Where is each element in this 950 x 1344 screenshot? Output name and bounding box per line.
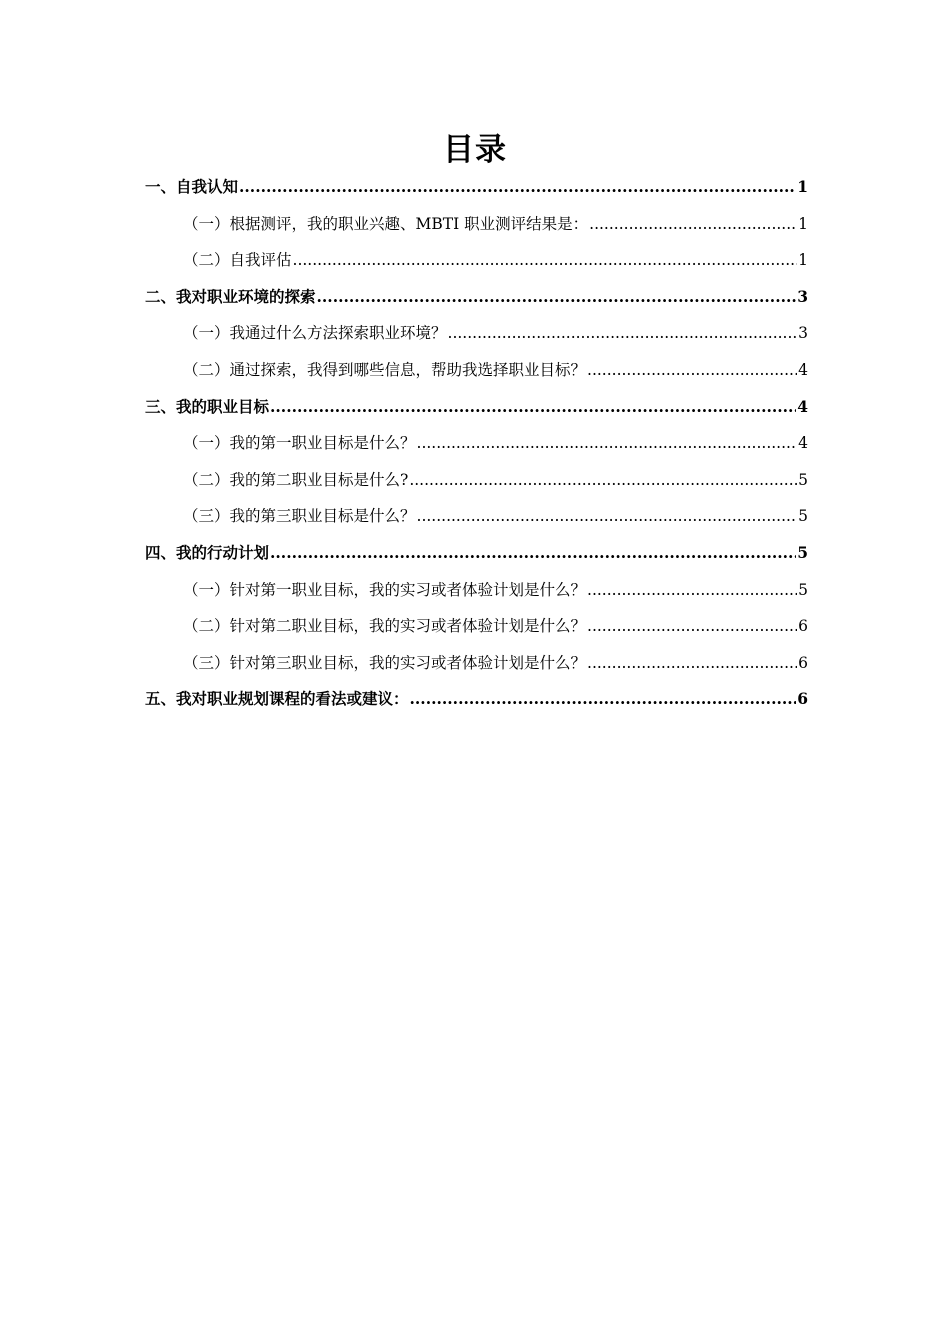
toc-page-number: 5 bbox=[797, 542, 808, 562]
toc-entry[interactable] bbox=[145, 572, 808, 609]
toc-entry[interactable] bbox=[145, 681, 808, 718]
dot-leader bbox=[409, 462, 797, 499]
toc-page-number: 4 bbox=[797, 396, 808, 416]
toc-entry-text: （三）针对第三职业目标，我的实习或者体验计划是什么？ bbox=[183, 653, 587, 672]
dot-leader bbox=[448, 315, 798, 352]
dot-leader bbox=[589, 206, 797, 243]
toc-page-number: 6 bbox=[797, 689, 808, 709]
toc-page-number: 6 bbox=[798, 617, 808, 636]
toc-page-number: 4 bbox=[798, 360, 808, 379]
toc-entry-text: 二、我对职业环境的探索 bbox=[145, 286, 316, 306]
toc-entry-text: （二）我的第二职业目标是什么? bbox=[183, 470, 409, 489]
toc-entry[interactable] bbox=[145, 389, 808, 426]
dot-leader bbox=[417, 425, 798, 462]
toc-page-number: 6 bbox=[798, 653, 808, 672]
toc-entry-text: 五、我对职业规划课程的看法或建议： bbox=[145, 689, 409, 709]
toc-entry[interactable] bbox=[145, 315, 808, 352]
dot-leader bbox=[587, 352, 797, 389]
toc-entry-text: （二）自我评估 bbox=[183, 251, 292, 270]
toc-entry-text: 一、自我认知 bbox=[145, 177, 239, 196]
toc-page-number: 3 bbox=[797, 286, 808, 306]
toc-page-number: 5 bbox=[798, 580, 808, 599]
toc-entry[interactable] bbox=[145, 645, 808, 682]
toc-entry[interactable] bbox=[145, 425, 808, 462]
toc-entry[interactable] bbox=[145, 352, 808, 389]
toc-page-number: 5 bbox=[798, 507, 808, 526]
toc-page-number: 1 bbox=[798, 251, 808, 270]
toc-page-number: 3 bbox=[798, 324, 808, 343]
toc-page-number: 1 bbox=[798, 214, 808, 233]
toc-entry-text: （二）通过探索，我得到哪些信息，帮助我选择职业目标？ bbox=[183, 360, 587, 379]
dot-leader bbox=[270, 389, 796, 426]
toc-entry[interactable] bbox=[145, 535, 808, 572]
toc-entry-text: 四、我的行动计划 bbox=[145, 542, 270, 562]
toc-entry[interactable] bbox=[145, 498, 808, 535]
toc-entry[interactable] bbox=[145, 608, 808, 645]
toc-page-number: 1 bbox=[797, 177, 808, 196]
toc-entry-text: （一）我通过什么方法探索职业环境？ bbox=[183, 324, 447, 343]
toc-page-number: 5 bbox=[798, 470, 808, 489]
dot-leader bbox=[410, 681, 797, 718]
toc-entry-text: （一）根据测评，我的职业兴趣、MBTI 职业测评结果是： bbox=[183, 214, 589, 233]
toc-entry-text: 三、我的职业目标 bbox=[145, 396, 270, 416]
toc-entry-text: （三）我的第三职业目标是什么？ bbox=[183, 507, 416, 526]
table-of-contents bbox=[145, 169, 808, 718]
toc-entry[interactable] bbox=[145, 462, 808, 499]
dot-leader bbox=[417, 498, 798, 535]
toc-entry[interactable] bbox=[145, 206, 808, 243]
dot-leader bbox=[270, 535, 796, 572]
toc-entry[interactable] bbox=[145, 279, 808, 316]
toc-entry-text: （一）我的第一职业目标是什么？ bbox=[183, 434, 416, 453]
toc-page-number: 4 bbox=[798, 434, 808, 453]
dot-leader bbox=[587, 645, 797, 682]
dot-leader bbox=[293, 242, 798, 279]
toc-entry[interactable] bbox=[145, 242, 808, 279]
toc-entry-text: （一）针对第一职业目标，我的实习或者体验计划是什么？ bbox=[183, 580, 587, 599]
toc-title: 目录 bbox=[443, 132, 507, 168]
dot-leader bbox=[587, 572, 797, 609]
toc-entry[interactable] bbox=[145, 169, 808, 206]
dot-leader bbox=[587, 608, 797, 645]
toc-entry-text: （二）针对第二职业目标，我的实习或者体验计划是什么？ bbox=[183, 617, 587, 636]
dot-leader bbox=[239, 169, 796, 206]
dot-leader bbox=[317, 279, 797, 316]
